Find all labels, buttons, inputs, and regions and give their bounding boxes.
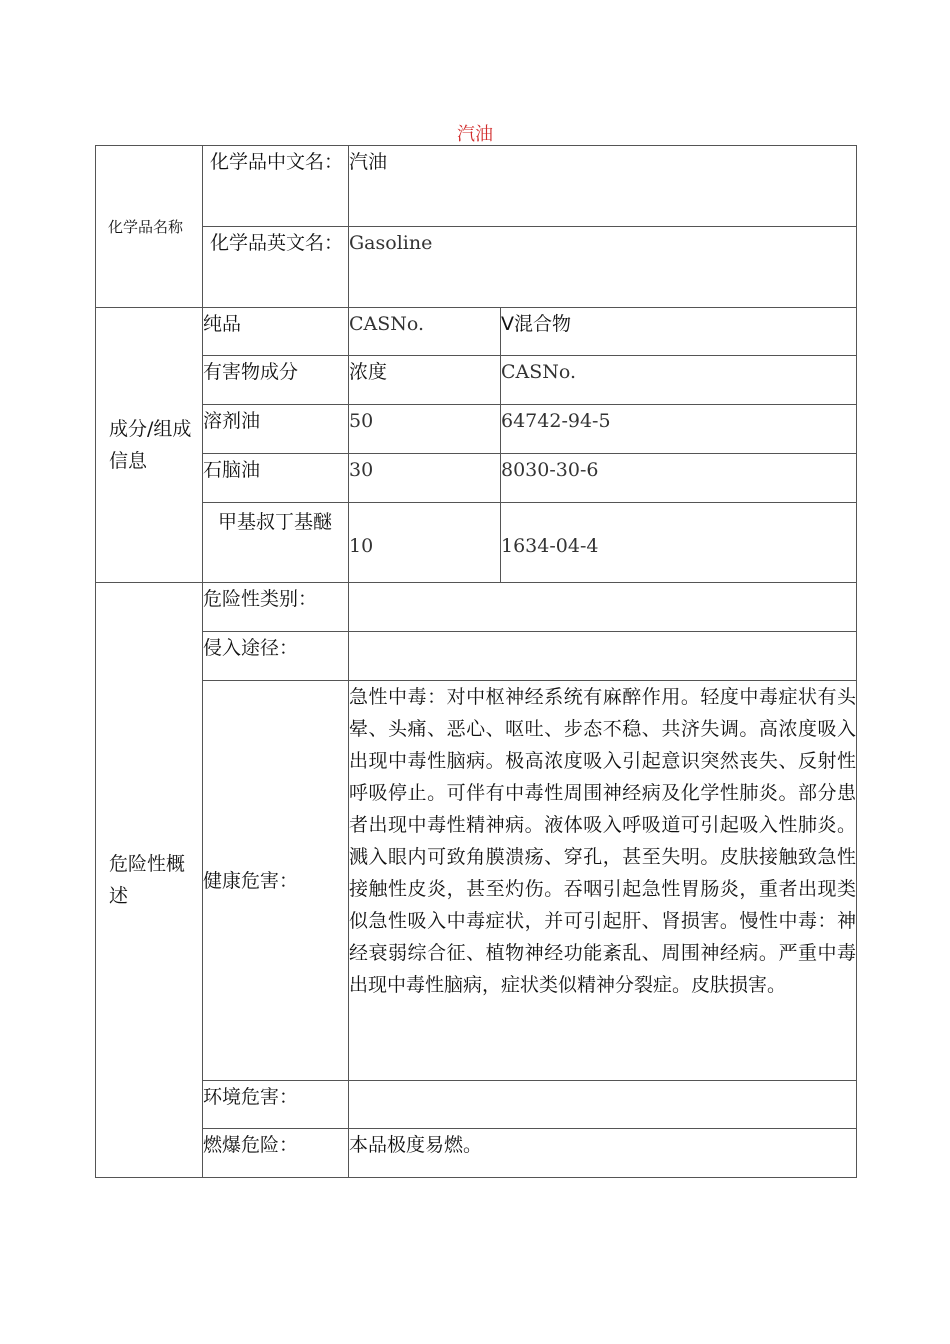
msds-table (95, 145, 857, 1178)
pure-cas: CASNo. (349, 308, 501, 356)
row-pure (96, 308, 857, 356)
section-label-hazard: 危险性概述 (96, 583, 203, 1178)
cn-name-value: 汽油 (349, 146, 857, 227)
component-concentration: 10 (349, 503, 501, 583)
component-cas: 64742-94-5 (501, 405, 857, 454)
row-hazard-category (96, 583, 857, 632)
row-composition-header (96, 356, 857, 405)
entry-route-label: 侵入途径： (203, 632, 349, 681)
component-name: 溶剂油 (203, 405, 349, 454)
table-row (96, 405, 857, 454)
en-name-value: Gasoline (349, 227, 857, 308)
component-name: 甲基叔丁基醚 (203, 503, 349, 583)
component-concentration: 30 (349, 454, 501, 503)
environment-hazard-label: 环境危害： (203, 1081, 349, 1129)
table-row (96, 454, 857, 503)
en-name-label: 化学品英文名： (203, 227, 349, 308)
section-label-composition: 成分/组成信息 (96, 308, 203, 583)
hazard-category-value (349, 583, 857, 632)
row-entry-route (96, 632, 857, 681)
table-row (96, 503, 857, 583)
fire-hazard-value: 本品极度易燃。 (349, 1129, 857, 1178)
hazard-category-label: 危险性类别： (203, 583, 349, 632)
fire-hazard-label: 燃爆危险： (203, 1129, 349, 1178)
component-concentration: 50 (349, 405, 501, 454)
health-hazard-value: 急性中毒：对中枢神经系统有麻醉作用。轻度中毒症状有头晕、头痛、恶心、呕吐、步态不稳、共济失调。高浓度吸入出现中毒性脑病。极高浓度吸入引起意识突然丧失、反射性呼吸停止。可伴有中毒性周围神经病及化学性肺炎。部分患者出现中毒性精神病。液体吸入呼吸道可引起吸入性肺炎。溅入眼内可致角膜溃疡、穿孔，甚至失明。皮肤接触致急性接触性皮炎，甚至灼伤。吞咽引起急性胃肠炎，重者出现类似急性吸入中毒症状，并可引起肝、肾损害。慢性中毒：神经衰弱综合征、植物神经功能紊乱、周围神经病。严重中毒出现中毒性脑病，症状类似精神分裂症。皮肤损害。 (349, 681, 857, 1081)
entry-route-value (349, 632, 857, 681)
health-hazard-label: 健康危害： (203, 681, 349, 1081)
hazard-component-header: 有害物成分 (203, 356, 349, 405)
concentration-header: 浓度 (349, 356, 501, 405)
document-title: 汽油 (457, 124, 493, 145)
row-en-name (96, 227, 857, 308)
section-label-name: 化学品名称 (96, 146, 203, 308)
row-health-hazard (96, 681, 857, 1081)
mixture-label: V混合物 (501, 308, 857, 356)
cas-header: CASNo. (501, 356, 857, 405)
component-cas: 1634-04-4 (501, 503, 857, 583)
row-environment-hazard (96, 1081, 857, 1129)
row-fire-hazard (96, 1129, 857, 1178)
row-cn-name (96, 146, 857, 227)
cn-name-label: 化学品中文名： (203, 146, 349, 227)
component-cas: 8030-30-6 (501, 454, 857, 503)
pure-label: 纯品 (203, 308, 349, 356)
component-name: 石脑油 (203, 454, 349, 503)
environment-hazard-value (349, 1081, 857, 1129)
